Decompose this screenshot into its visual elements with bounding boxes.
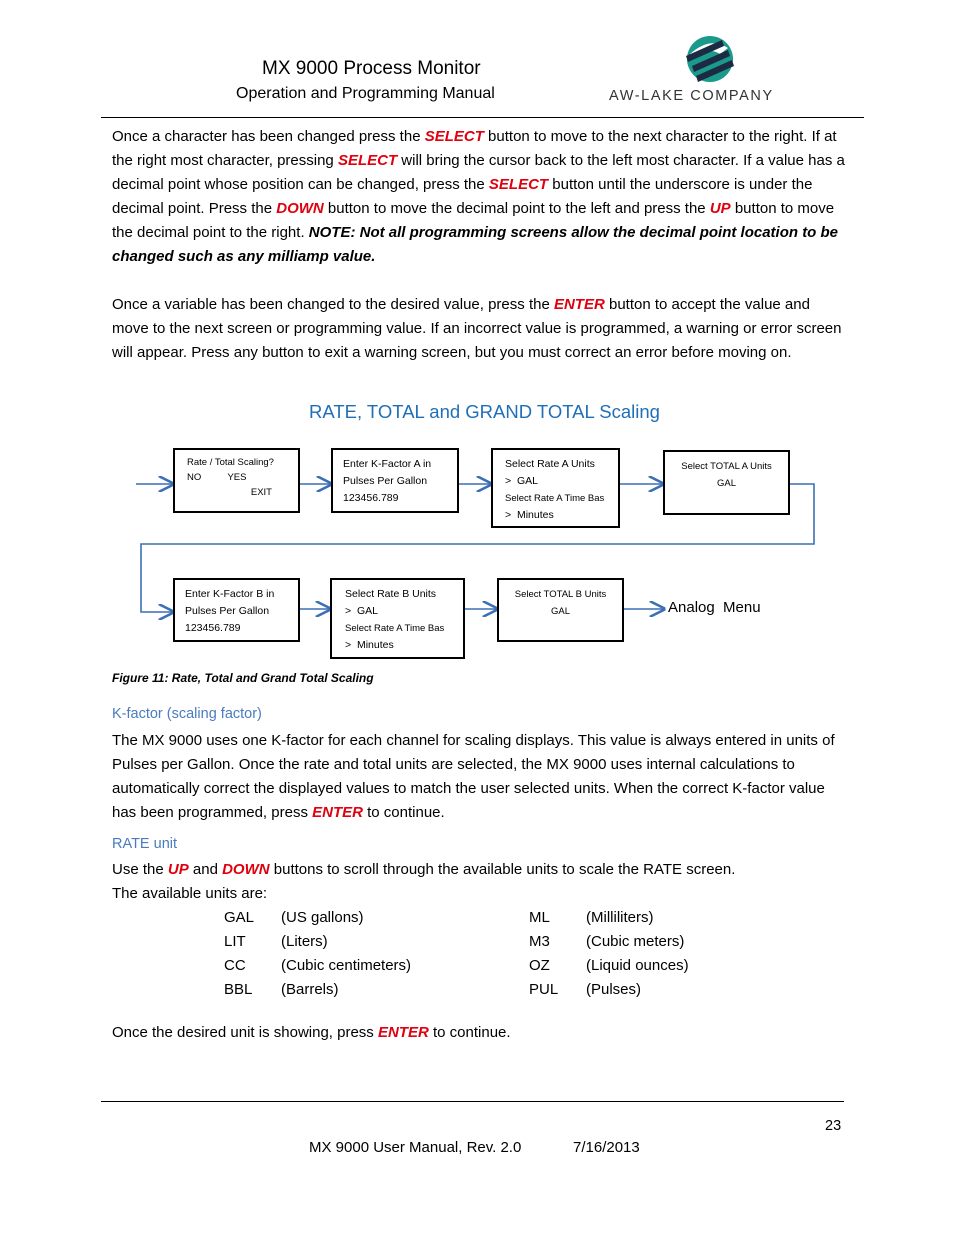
kfactor-paragraph: The MX 9000 uses one K-factor for each channel for scaling displays. This value is always entered in units of Pulses per Gallon. Once the rate and total units are selected, the MX 9000 uses internal calculations to automatically correct the displayed values to match the user selected units. When the correct K-factor value has been programmed, press ENTER to continue. (112, 732, 835, 821)
total-b-units-box: Select TOTAL B Units GAL (497, 578, 624, 642)
enter-instructions-paragraph: Once a variable has been changed to the desired value, press the ENTER button to accept the value and move to the next screen or programming value. If an incorrect value is programmed, a warning or error screen will appear. Press any button to exit a warning screen, but you must correct an error before moving on. (112, 296, 842, 361)
unit-description: (Milliliters) (586, 909, 654, 926)
section-title: RATE, TOTAL and GRAND TOTAL Scaling (309, 401, 660, 422)
unit-code: M3 (529, 933, 550, 950)
rate-unit-heading: RATE unit (112, 836, 178, 852)
closing-paragraph: Once the desired unit is showing, press ENTER to continue. (112, 1024, 511, 1041)
select-instructions-paragraph: Once a character has been changed press the SELECT button to move to the next character to the right. If at the right most character, pressing SELECT will bring the cursor back to the left most character. If a value has a decimal point whose position can be changed, press the SELECT button until the underscore is under the decimal point. Press the DOWN button to move the decimal point to the left and press the UP button to move the decimal point to the right. NOTE: Not all programming screens allow the decimal point location to be changed such as any milliamp value. (112, 128, 845, 265)
unit-code: ML (529, 909, 550, 926)
unit-description: (Cubic meters) (586, 933, 685, 950)
logo-wordmark: AW-LAKE COMPANY (609, 88, 774, 104)
unit-code: BBL (224, 981, 253, 998)
unit-descriptions-left (281, 906, 411, 1002)
rate-total-scaling-box: Rate / Total Scaling? NO YES EXIT (173, 448, 300, 513)
footer-rule (101, 1101, 844, 1102)
unit-description: (Barrels) (281, 981, 339, 998)
rate-unit-paragraph: Use the UP and DOWN buttons to scroll through the available units to scale the RATE screen. The available units are: (112, 861, 736, 902)
kfactor-heading: K-factor (scaling factor) (112, 706, 262, 722)
rate-a-units-box: Select Rate A Units > GAL Select Rate A Time Bas > Minutes (491, 448, 620, 528)
unit-description: (Pulses) (586, 981, 642, 998)
unit-description: (US gallons) (281, 909, 364, 926)
kfactor-b-box: Enter K-Factor B in Pulses Per Gallon 123456.789 (173, 578, 300, 642)
total-a-units-box: Select TOTAL A Units GAL (663, 450, 790, 515)
unit-code: GAL (224, 909, 255, 926)
unit-description: (Liters) (281, 933, 328, 950)
unit-code: LIT (224, 933, 246, 950)
rate-b-units-box: Select Rate B Units > GAL Select Rate A Time Bas > Minutes (330, 578, 465, 659)
analog-menu-label: Analog Menu (668, 599, 761, 616)
unit-code: CC (224, 957, 246, 974)
unit-codes-right (529, 906, 558, 1002)
page-number: 23 (825, 1118, 842, 1134)
footer-manual-title: MX 9000 User Manual, Rev. 2.0 (309, 1139, 522, 1156)
footer-date: 7/16/2013 (573, 1139, 640, 1156)
note-text: NOTE: Not all programming screens allow the decimal point location to be changed such as any milliamp value. (112, 224, 839, 265)
unit-description: (Liquid ounces) (586, 957, 689, 974)
figure-caption: Figure 11: Rate, Total and Grand Total Scaling (112, 671, 374, 685)
document-subtitle: Operation and Programming Manual (236, 85, 495, 102)
unit-descriptions-right (586, 906, 689, 1002)
unit-description: (Cubic centimeters) (281, 957, 412, 974)
unit-codes-left (224, 906, 254, 1002)
unit-code: OZ (529, 957, 550, 974)
kfactor-a-box: Enter K-Factor A in Pulses Per Gallon 123456.789 (331, 448, 459, 513)
unit-code: PUL (529, 981, 559, 998)
document-title: MX 9000 Process Monitor (262, 58, 481, 79)
